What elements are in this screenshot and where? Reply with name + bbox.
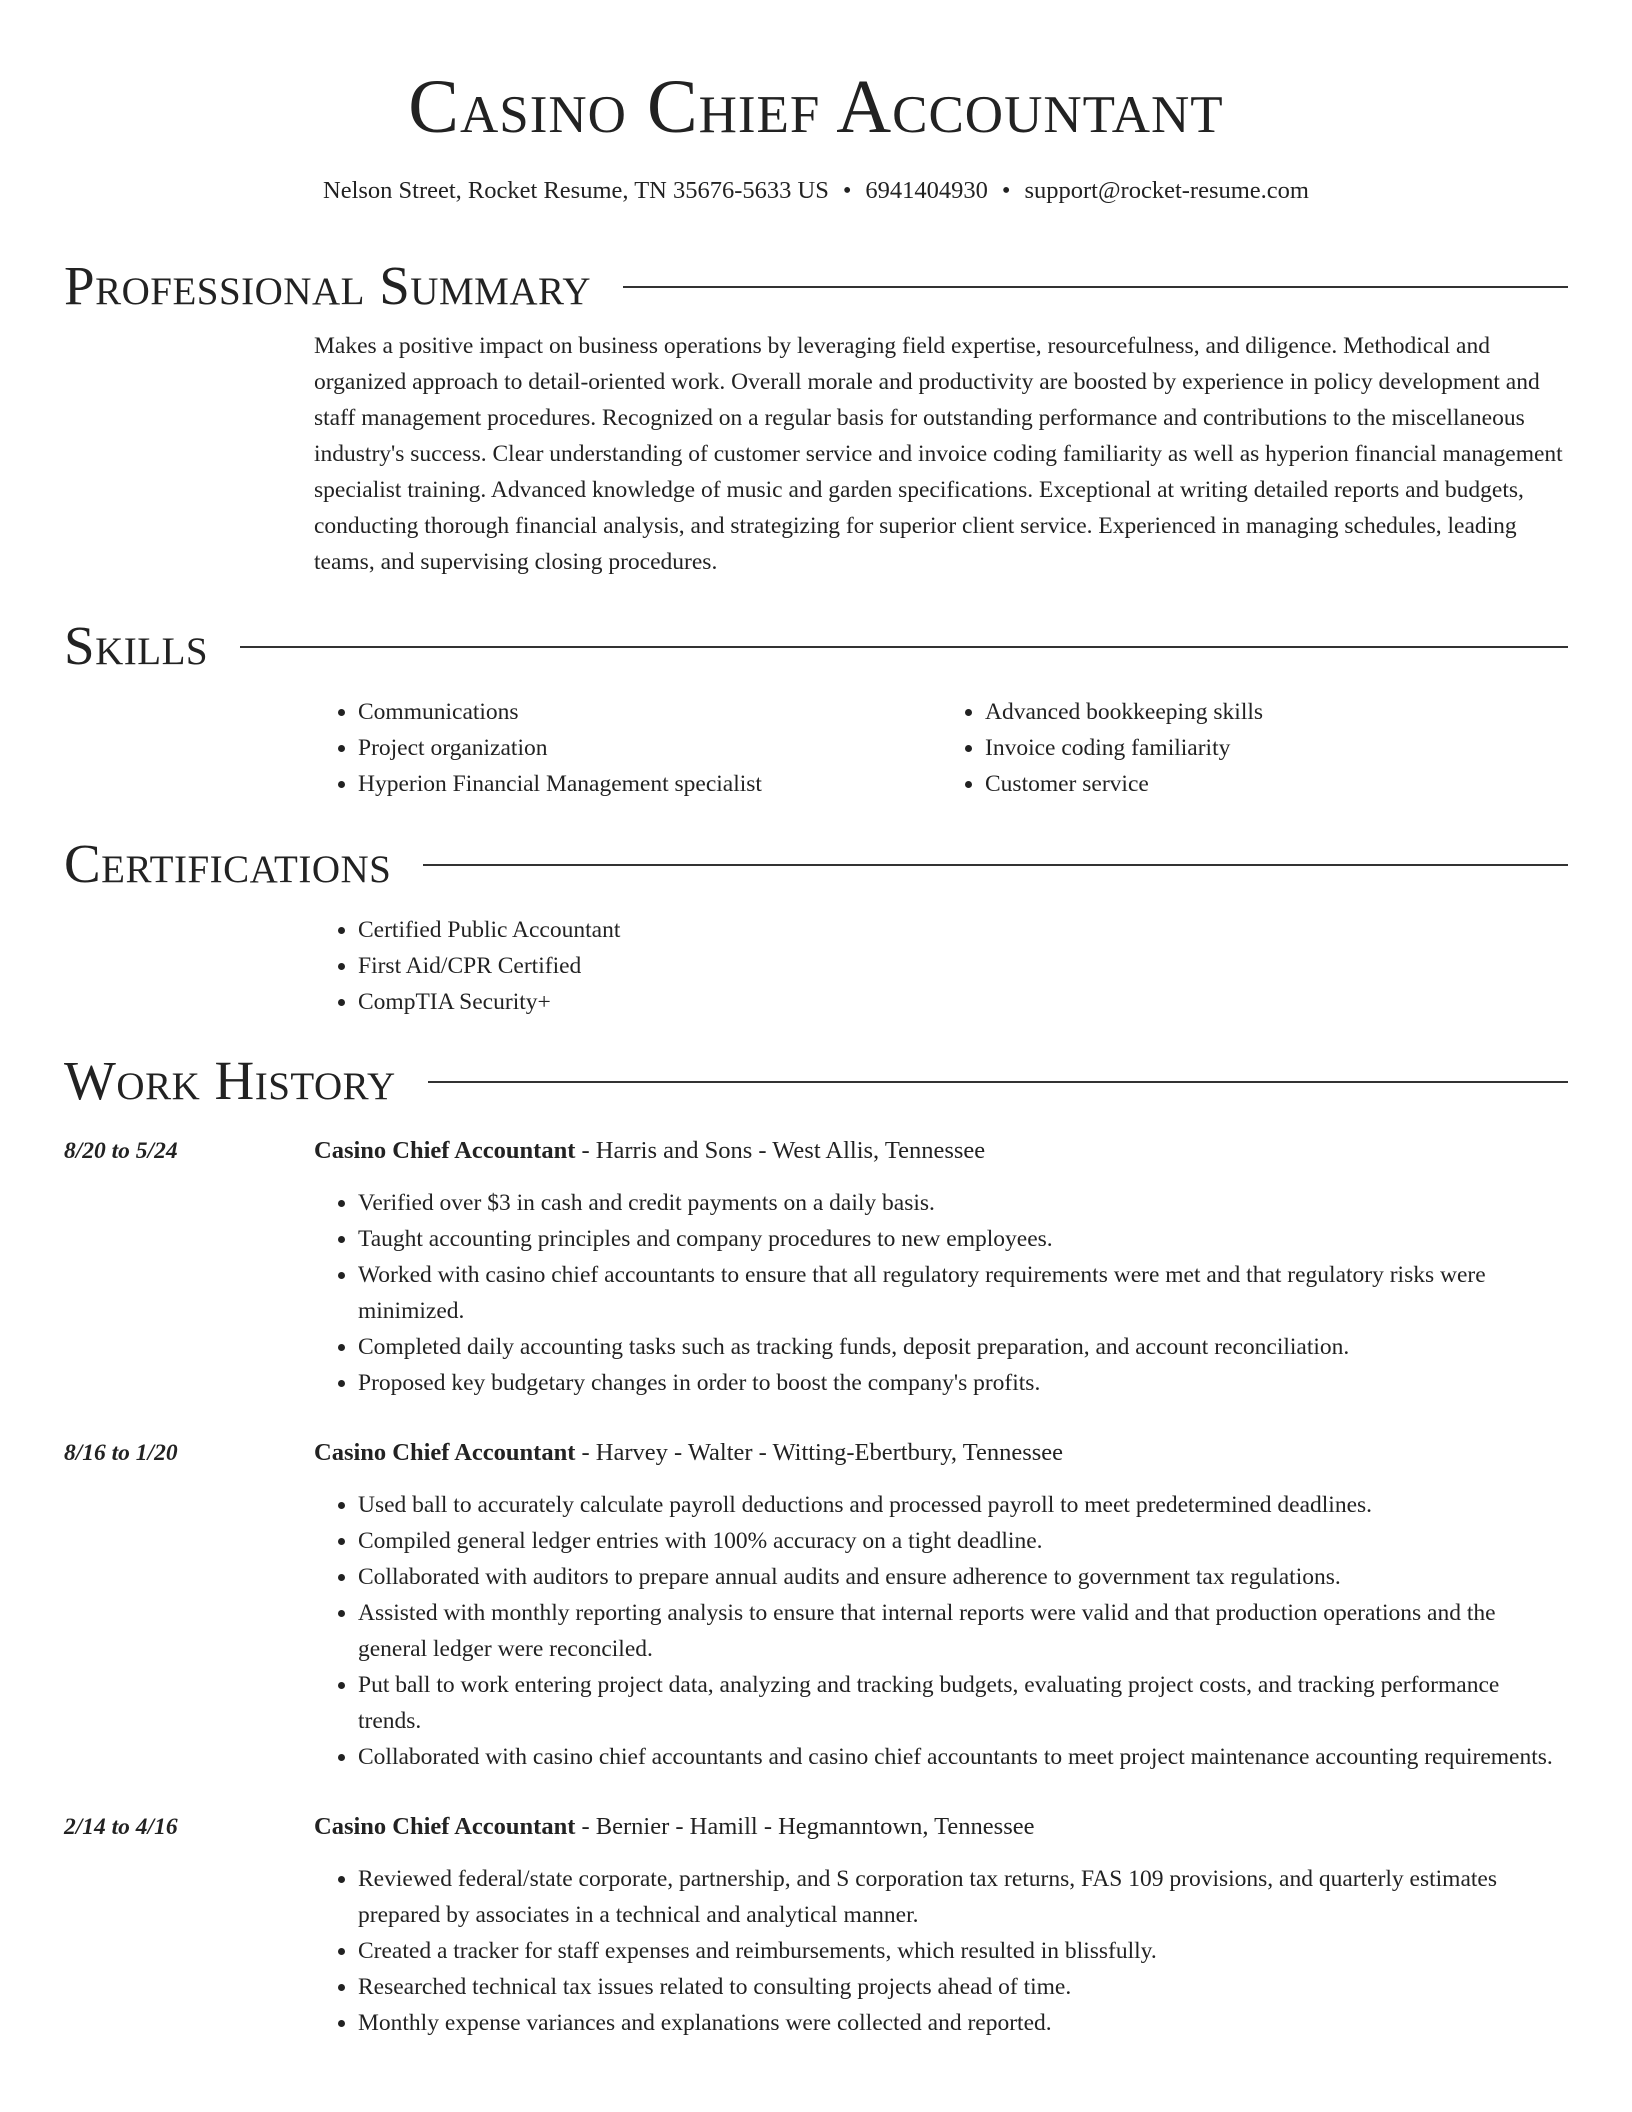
job-bullet: • Collaborated with casino chief accountants and casino chief accountants to meet project maintenance accounting requirements. [358,1739,1568,1775]
summary-text: Makes a positive impact on business operations by leveraging field expertise, resourcefulness, and diligence. Methodical and organized approach to detail-oriented work. Overall morale and productivity are boosted by experience in policy development and staff management procedures. Recognized on a regular basis for outstanding performance and contributions to the miscellaneous industry's success. Clear understanding of customer service and invoice coding familiarity as well as hyperion financial management specialist training. Advanced knowledge of music and garden specifications. Exceptional at writing detailed reports and budgets, conducting thorough financial analysis, and strategizing for superior client service. Experienced in managing schedules, leading teams, and supervising closing procedures. [314,333,1563,575]
job-bullet: • Assisted with monthly reporting analysis to ensure that internal reports were valid and that production operations and the general ledger were reconciled. [358,1595,1568,1667]
section-header [64,832,1568,896]
contact-email: support@rocket-resume.com [1024,177,1309,204]
summary-section [64,254,1568,580]
job-dash: - [575,1137,596,1164]
section-header [64,1049,1568,1113]
job-bullet: • Compiled general ledger entries with 100% accuracy on a tight deadline. [358,1523,1568,1559]
section-title: Certifications [64,833,392,894]
job-dash: - [575,1813,596,1840]
skills-section [64,614,1568,802]
job-bullet: • Collaborated with auditors to prepare annual audits and ensure adherence to government tax regulations. [358,1559,1568,1595]
contact-separator: • [1001,177,1011,204]
job-header [314,1809,1568,1845]
job-title: Casino Chief Accountant [314,1439,576,1466]
certifications-list [314,912,1568,1020]
certification-item: • First Aid/CPR Certified [358,948,1568,984]
job-bullet: • Monthly expense variances and explanations were collected and reported. [358,2005,1568,2041]
work-history-section [64,1049,1568,2041]
skill-item: • Project organization [358,730,941,766]
job-header [314,1133,1568,1169]
section-divider [240,646,1568,648]
job-bullets [314,1487,1568,1775]
job-dates: 8/20 to 5/24 [64,1138,178,1164]
job-body [314,1809,1568,2041]
job-bullet: • Reviewed federal/state corporate, partnership, and S corporation tax returns, FAS 109 provisions, and quarterly estimates prepared by associates in a technical and analytical manner. [358,1861,1568,1933]
job-dash: - [575,1439,596,1466]
summary-body [314,328,1568,580]
skills-list-left [314,694,941,802]
skills-grid [314,694,1568,802]
skill-item: • Communications [358,694,941,730]
job-dates: 2/14 to 4/16 [64,1814,178,1840]
resume-name: Casino Chief Accountant [408,65,1224,149]
certification-item: • CompTIA Security+ [358,984,1568,1020]
section-header [64,614,1568,678]
section-divider [423,864,1568,866]
job-bullet: • Verified over $3 in cash and credit payments on a daily basis. [358,1185,1568,1221]
job-bullet: • Completed daily accounting tasks such as tracking funds, deposit preparation, and account reconciliation. [358,1329,1568,1365]
section-divider [623,286,1568,288]
skill-item: • Customer service [985,766,1568,802]
job-bullet: • Proposed key budgetary changes in order to boost the company's profits. [358,1365,1568,1401]
contact-separator: • [842,177,852,204]
contact-address: Nelson Street, Rocket Resume, TN 35676-5633 US [323,177,829,204]
job-bullet: • Researched technical tax issues related to consulting projects ahead of time. [358,1969,1568,2005]
contact-line [0,175,1632,207]
job-bullets [314,1185,1568,1401]
job-company: Harris and Sons - West Allis, Tennessee [595,1137,986,1164]
certifications-section [64,832,1568,1020]
section-title: Skills [64,615,209,676]
certifications-body [314,912,1568,1020]
job-company: Harvey - Walter - Witting-Ebertbury, Tennessee [595,1439,1064,1466]
contact-phone: 6941404930 [865,177,988,204]
job-body [314,1435,1568,1775]
section-title: Professional Summary [64,255,592,316]
job-company: Bernier - Hamill - Hegmanntown, Tennessee [595,1813,1035,1840]
job-bullet: • Put ball to work entering project data, analyzing and tracking budgets, evaluating project costs, and tracking performance trends. [358,1667,1568,1739]
job-body [314,1133,1568,1401]
job-bullets [314,1861,1568,2041]
job-bullet: • Taught accounting principles and company procedures to new employees. [358,1221,1568,1257]
section-divider [428,1081,1568,1083]
job-dates: 8/16 to 1/20 [64,1440,178,1466]
skill-item: • Hyperion Financial Management specialist [358,766,941,802]
job-bullet: • Worked with casino chief accountants to ensure that all regulatory requirements were met and that regulatory risks were minimized. [358,1257,1568,1329]
job-title: Casino Chief Accountant [314,1813,576,1840]
job-entry [64,1133,1568,1401]
job-header [314,1435,1568,1471]
job-bullet: • Created a tracker for staff expenses and reimbursements, which resulted in blissfully. [358,1933,1568,1969]
certification-item: • Certified Public Accountant [358,912,1568,948]
job-title: Casino Chief Accountant [314,1137,576,1164]
section-header [64,254,1568,318]
job-entry [64,1809,1568,2041]
skills-list-right [941,694,1568,802]
job-bullet: • Used ball to accurately calculate payroll deductions and processed payroll to meet predetermined deadlines. [358,1487,1568,1523]
section-title: Work History [64,1050,396,1111]
skill-item: • Invoice coding familiarity [985,730,1568,766]
job-entry [64,1435,1568,1775]
skill-item: • Advanced bookkeeping skills [985,694,1568,730]
